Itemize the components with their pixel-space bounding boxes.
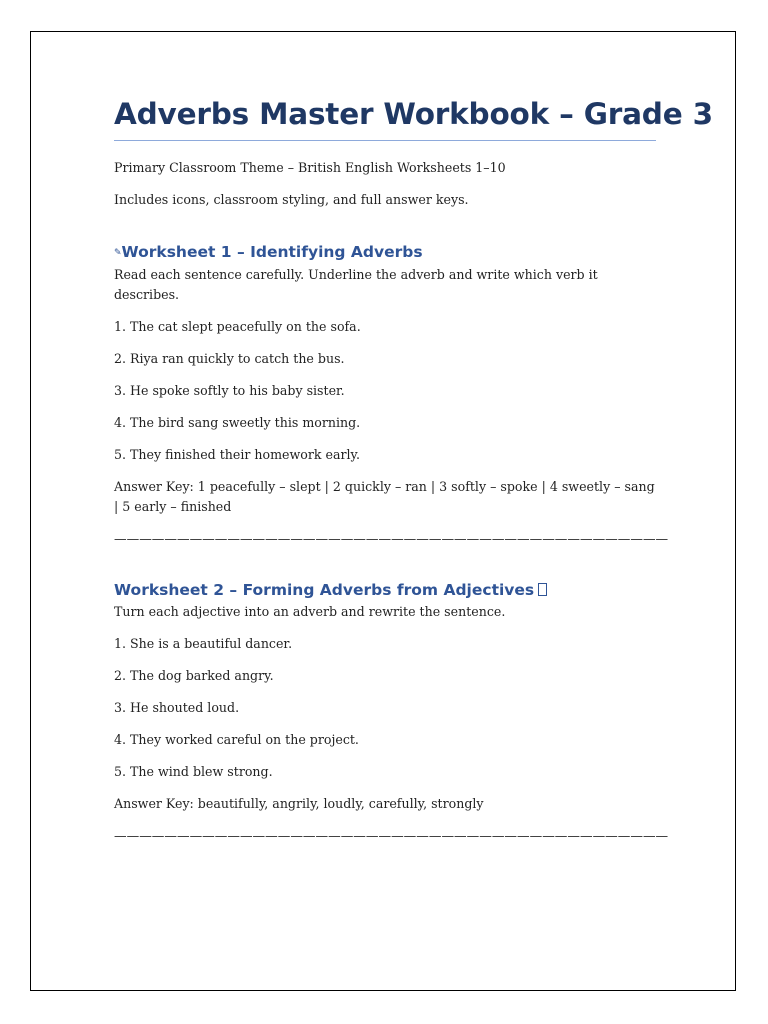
worksheet-1-heading-text: Worksheet 1 – Identifying Adverbs [121, 243, 423, 261]
worksheet-1-item: 4. The bird sang sweetly this morning. [114, 415, 361, 430]
separator-line: ———————————————————————————————————————————— [114, 531, 669, 546]
worksheet-1-item: 5. They finished their homework early. [114, 447, 360, 462]
document-subtitle: Primary Classroom Theme – British English Worksheets 1–10 [114, 160, 506, 175]
document-title: Adverbs Master Workbook – Grade 3 [114, 94, 656, 141]
worksheet-2-instruction: Turn each adjective into an adverb and rewrite the sentence. [114, 604, 506, 619]
worksheet-1-item: 2. Riya ran quickly to catch the bus. [114, 351, 345, 366]
missing-glyph-icon [538, 583, 547, 596]
worksheet-1-instruction: Read each sentence carefully. Underline the adverb and write which verb it describes. [114, 267, 598, 302]
worksheet-1-heading [114, 241, 656, 264]
pencil-icon: ✎ [114, 248, 122, 258]
document-includes-note: Includes icons, classroom styling, and full answer keys. [114, 192, 469, 207]
worksheet-2-item: 1. She is a beautiful dancer. [114, 636, 293, 651]
worksheet-2-heading [114, 579, 656, 601]
worksheet-1-item: 3. He spoke softly to his baby sister. [114, 383, 345, 398]
worksheet-2-item: 5. The wind blew strong. [114, 764, 273, 779]
worksheet-1-item: 1. The cat slept peacefully on the sofa. [114, 319, 361, 334]
worksheet-2-item: 4. They worked careful on the project. [114, 732, 359, 747]
separator-line: ———————————————————————————————————————————— [114, 828, 669, 843]
worksheet-2-item: 2. The dog barked angry. [114, 668, 274, 683]
document-content [114, 94, 713, 846]
worksheet-1-answer-key: Answer Key: 1 peacefully – slept | 2 quickly – ran | 3 softly – spoke | 4 sweetly – sang | 5 early – finished [114, 479, 655, 514]
document-page [30, 31, 736, 991]
worksheet-2-item: 3. He shouted loud. [114, 700, 240, 715]
worksheet-2-heading-text: Worksheet 2 – Forming Adverbs from Adjectives [114, 581, 535, 599]
worksheet-2-answer-key: Answer Key: beautifully, angrily, loudly, carefully, strongly [114, 796, 484, 811]
